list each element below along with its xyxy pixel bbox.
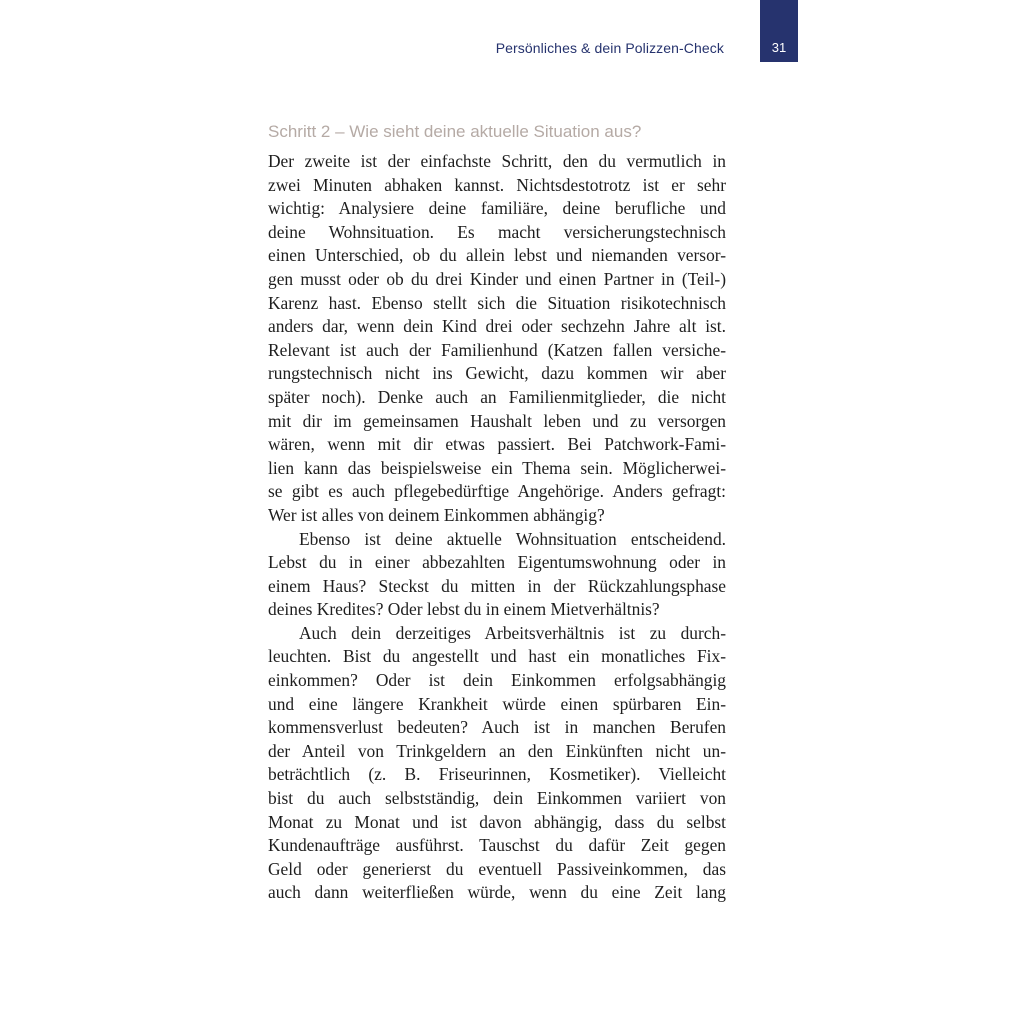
text-line: se gibt es auch pflegebedürftige Angehörige. Anders gefragt: (268, 481, 726, 502)
text-line: mit dir im gemeinsamen Haushalt leben und zu versorgen (268, 410, 726, 431)
paragraph-3 (268, 622, 726, 905)
section-heading: Schritt 2 – Wie sieht deine aktuelle Situation aus? (268, 122, 642, 141)
text-line: einkommen? Oder ist dein Einkommen erfolgsabhängig (268, 670, 726, 691)
text-line: Karenz hast. Ebenso stellt sich die Situation risikotechnisch (268, 292, 726, 313)
text-line: leuchten. Bist du angestellt und hast ein monatliches Fix- (268, 646, 726, 667)
text-line: deine Wohnsituation. Es macht versicherungstechnisch (268, 221, 726, 242)
text-line: Geld oder generierst du eventuell Passiveinkommen, das (268, 858, 726, 879)
paragraph-1 (268, 150, 726, 528)
text-line: wären, wenn mit dir etwas passiert. Bei Patchwork-Fami- (268, 434, 726, 455)
text-line: deines Kredites? Oder lebst du in einem Mietverhältnis? (268, 599, 660, 620)
text-line: zwei Minuten abhaken kannst. Nichtsdestotrotz ist er sehr (268, 174, 726, 195)
text-line: einem Haus? Steckst du mitten in der Rückzahlungsphase (268, 575, 726, 596)
body-text (268, 150, 726, 905)
running-header-title: Persönliches & dein Polizzen-Check (495, 40, 724, 56)
text-line: auch dann weiterfließen würde, wenn du eine Zeit lang (268, 882, 726, 903)
text-line: einen Unterschied, ob du allein lebst und niemanden versor- (268, 245, 726, 266)
text-line: Lebst du in einer abbezahlten Eigentumswohnung oder in (268, 552, 726, 573)
text-line: anders dar, wenn dein Kind drei oder sechzehn Jahre alt ist. (268, 316, 726, 337)
text-line: Ebenso ist deine aktuelle Wohnsituation entscheidend. (299, 528, 726, 549)
text-line: Wer ist alles von deinem Einkommen abhängig? (268, 504, 605, 525)
text-line: lien kann das beispielsweise ein Thema sein. Möglicherwei- (268, 457, 726, 478)
text-line: und eine längere Krankheit würde einen spürbaren Ein- (268, 693, 726, 714)
text-line: bist du auch selbstständig, dein Einkommen variiert von (268, 788, 726, 809)
text-line: wichtig: Analysiere deine familiäre, deine berufliche und (268, 198, 726, 219)
text-line: der Anteil von Trinkgeldern an den Einkünften nicht un- (268, 740, 726, 761)
text-line: gen musst oder ob du drei Kinder und einen Partner in (Teil-) (268, 268, 726, 289)
text-line: beträchtlich (z. B. Friseurinnen, Kosmetiker). Vielleicht (268, 764, 726, 785)
page-number-tab (760, 0, 798, 62)
paragraph-2 (268, 528, 726, 622)
text-line: Kundenaufträge ausführst. Tauschst du dafür Zeit gegen (268, 835, 726, 856)
text-line: Der zweite ist der einfachste Schritt, den du vermutlich in (268, 151, 726, 171)
text-line: rungstechnisch nicht ins Gewicht, dazu kommen wir aber (268, 363, 726, 384)
text-line: kommensverlust bedeuten? Auch ist in manchen Berufen (268, 717, 726, 738)
page-number: 31 (771, 40, 787, 55)
text-line: Auch dein derzeitiges Arbeitsverhältnis ist zu durch- (299, 622, 726, 643)
text-line: Monat zu Monat und ist davon abhängig, dass du selbst (268, 811, 726, 832)
text-line: später noch). Denke auch an Familienmitglieder, die nicht (268, 386, 726, 407)
text-line: Relevant ist auch der Familienhund (Katzen fallen versiche- (268, 339, 726, 360)
